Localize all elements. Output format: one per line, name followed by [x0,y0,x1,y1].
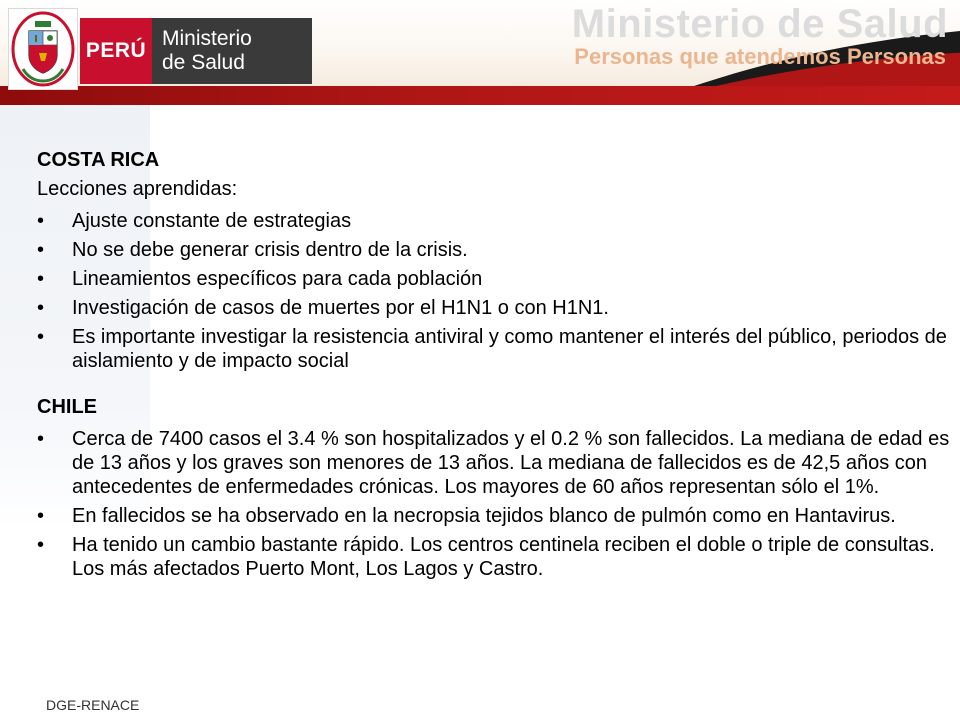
ministry-slogan: Personas que atendemos Personas [574,44,946,69]
chile-heading: CHILE [37,396,97,418]
list-item: • En fallecidos se ha observado en la necropsia tejidos blanco de pulmón como en Hantavirus. [37,504,952,528]
list-item: • Es importante investigar la resistencia antiviral y como mantener el interés del público, periodos de aislamiento y de impacto social [37,325,952,373]
costa-rica-subtitle: Lecciones aprendidas: [37,178,238,200]
costa-rica-heading: COSTA RICA [37,149,160,171]
brand-ministry-label [152,18,312,84]
chile-bullet-list [37,427,952,581]
list-item: • Lineamientos específicos para cada población [37,267,952,291]
brand-ministry-line1: Ministerio [162,27,252,50]
minsa-logo [80,18,312,84]
list-item: • No se debe generar crisis dentro de la crisis. [37,238,952,262]
header-red-stripe [0,86,960,105]
ministry-title: Ministerio de Salud [571,2,948,46]
brand-ministry-line2: de Salud [162,51,245,74]
header-banner [0,0,960,105]
list-item: • Ajuste constante de estrategias [37,209,952,233]
brand-peru-label: PERÚ [80,18,152,84]
footer-label: DGE-RENACE [46,697,140,713]
list-item: • Cerca de 7400 casos el 3.4 % son hospitalizados y el 0.2 % son fallecidos. La mediana de edad es de 13 años y los graves son menores de 13 años. La mediana de fallecidos es de 42,5 años con antecedentes de enfermedades crónicas. Los mayores de 60 años representan sólo el 1%. [37,427,952,499]
list-item: • Investigación de casos de muertes por el H1N1 o con H1N1. [37,296,952,320]
peru-coat-of-arms-icon [8,8,78,90]
slide-body [37,146,952,581]
costa-rica-bullet-list [37,209,952,373]
list-item: • Ha tenido un cambio bastante rápido. Los centros centinela reciben el doble o triple de consultas. Los más afectados Puerto Mont, Los Lagos y Castro. [37,533,952,581]
